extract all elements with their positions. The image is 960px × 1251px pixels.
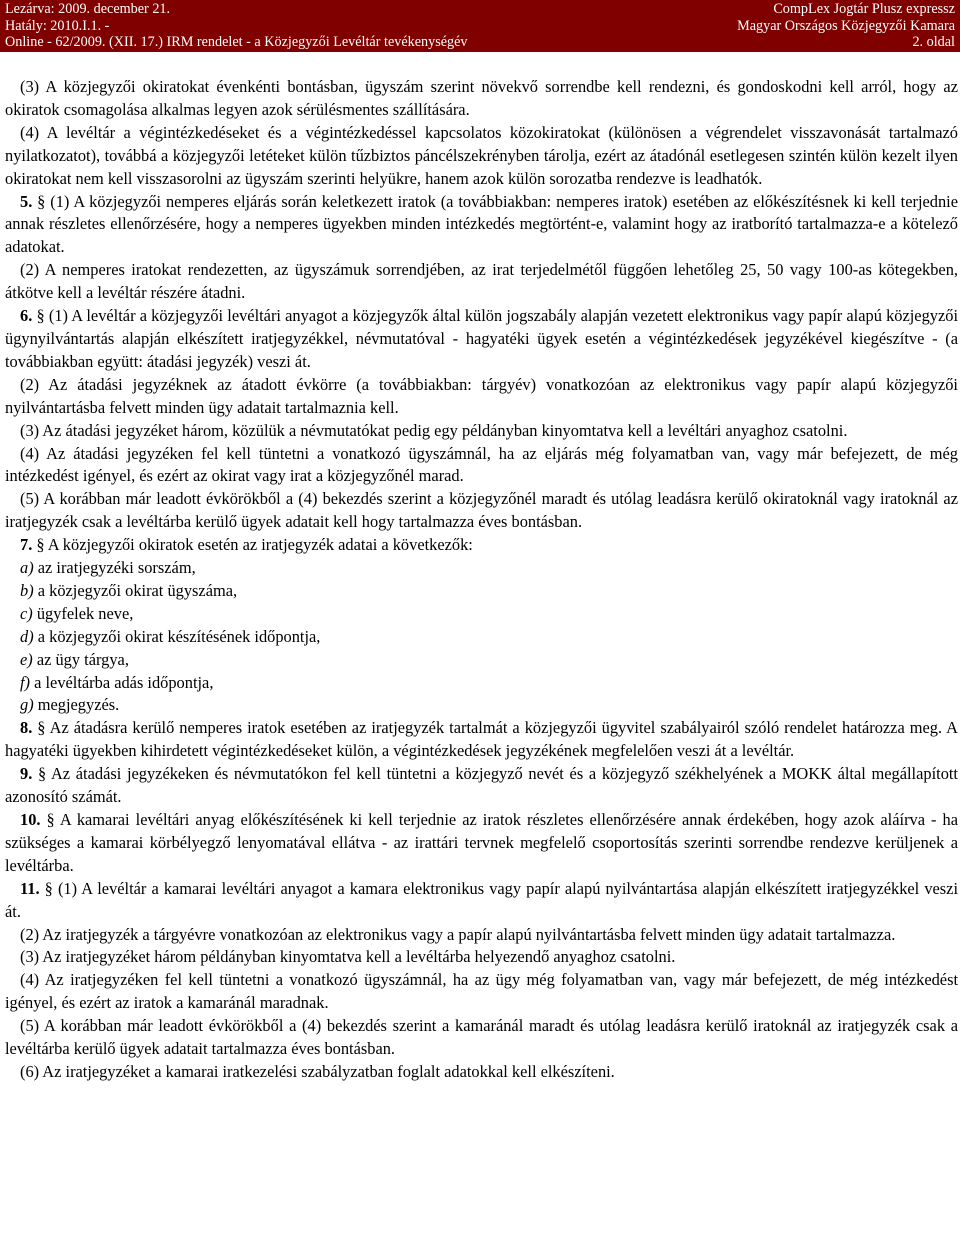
paragraph <box>5 946 958 969</box>
section-paragraph <box>5 763 958 809</box>
list-item <box>5 626 958 649</box>
section-paragraph <box>5 878 958 924</box>
list-item-marker: g) <box>20 695 34 715</box>
paragraph-text: (2) A nemperes iratokat rendezetten, az ügyszámuk sorrendjében, az irat terjedelmétől függően lehetőleg 25, 50 vagy 100-as kötegekben, átkötve kell a levéltár részére átadni. <box>5 260 958 303</box>
paragraph-text: (2) Az iratjegyzék a tárgyévre vonatkozóan az elektronikus vagy a papír alapú nyilvántartásba felvett minden ügy adatait tartalmazza. <box>20 924 896 944</box>
list-item <box>5 649 958 672</box>
paragraph-text: (5) A korábban már leadott évkörökből a (4) bekezdés szerint a kamaránál maradt és utólag leadásra kerülő iratoknál az iratjegyzék csak a levéltárba kerülő ügyek adatait tartalmazza éves bontásban. <box>5 1016 958 1059</box>
page-header <box>0 0 960 52</box>
paragraph-text: az iratjegyzéki sorszám, <box>33 558 196 578</box>
paragraph-text: § Az átadásra kerülő nemperes iratok esetében az iratjegyzék tartalmát a közjegyzői ügyvitel szabályairól szóló rendelet határozza meg. A hagyatéki ügyekben kihirdetett végintézkedéseket külön, a végintézkedések jegyzékének megfelelően veszi át a levéltár. <box>5 718 958 761</box>
paragraph-text: § Az átadási jegyzékeken és névmutatókon fel kell tüntetni a közjegyző nevét és a közjegyző székhelyének a MOKK által megállapított azonosító számát. <box>5 764 958 807</box>
section-paragraph <box>5 305 958 374</box>
list-item <box>5 557 958 580</box>
list-item-marker: e) <box>20 649 33 669</box>
header-closed-date: Lezárva: 2009. december 21. <box>5 1 171 17</box>
header-effective-date: Hatály: 2010.I.1. - <box>5 17 110 34</box>
paragraph-text: (4) Az iratjegyzéken fel kell tüntetni a vonatkozó ügyszámnál, ha az ügy még folyamatban van, vagy már befejezett, de még intézkedést igényel, és ezért az iratok a kamaránál maradnak. <box>5 970 958 1013</box>
paragraph <box>5 969 958 1015</box>
section-paragraph <box>5 534 958 557</box>
document-body <box>5 76 958 1084</box>
section-number: 6. <box>20 306 33 326</box>
header-page-number: 2. oldal <box>912 34 955 50</box>
paragraph-text: § (1) A levéltár a közjegyzői levéltári anyagot a közjegyzők által külön jogszabály alapján vezetett elektronikus vagy papír alapú közjegyzői ügynyilvántartás alapján elkészített iratjegyzékkel, névmutatóval - hagyatéki ügyek esetén a végintézkedések jegyzékével kiegészítve - (a továbbiakban együtt: átadási jegyzék) veszi át. <box>5 306 958 371</box>
section-number: 11. <box>20 878 40 898</box>
section-paragraph <box>5 191 958 260</box>
paragraph-text: (5) A korábban már leadott évkörökből a (4) bekezdés szerint a közjegyzőnél maradt és utólag leadásra kerülő okiratoknál vagy iratoknál az iratjegyzék csak a levéltárba kerülő ügyek adatait kell hogy tartalmazza éves bontásban. <box>5 489 958 532</box>
list-item <box>5 694 958 717</box>
section-number: 5. <box>20 191 33 211</box>
list-item <box>5 672 958 695</box>
paragraph-text: a közjegyzői okirat készítésének időpontja, <box>33 626 321 646</box>
paragraph-text: (4) A levéltár a végintézkedéseket és a végintézkedéssel kapcsolatos közokiratokat (különösen a végrendelet visszavonását tartalmazó nyilatkozatot), továbbá a közjegyzői letéteket külön tűzbiztos páncélszekrényben tárolja, ezért az átadónál esetlegesen szintén külön kezelt ilyen okiratokat nem kell visszasorolni az ügyszám szerinti helyükre, hanem azok külön sorozatba rendezve is leadhatók. <box>5 122 958 188</box>
header-left <box>5 1 468 51</box>
list-item <box>5 603 958 626</box>
paragraph <box>5 420 958 443</box>
section-number: 9. <box>20 764 33 784</box>
list-item-marker: a) <box>20 558 34 578</box>
paragraph <box>5 76 958 122</box>
header-publisher: Magyar Országos Közjegyzői Kamara <box>737 17 955 34</box>
paragraph <box>5 443 958 489</box>
header-right <box>737 1 955 51</box>
paragraph <box>5 488 958 534</box>
list-item-marker: d) <box>20 626 34 646</box>
paragraph-text: (3) Az átadási jegyzéket három, közülük a névmutatókat pedig egy példányban kinyomtatva kell a levéltári anyaghoz csatolni. <box>20 420 848 440</box>
list-item-marker: b) <box>20 580 34 600</box>
paragraph <box>5 374 958 420</box>
paragraph-text: (4) Az átadási jegyzéken fel kell tüntetni a vonatkozó ügyszámnál, ha az eljárás még folyamatban van, vagy már befejezett, de még intézkedést igényel, és ezért az okirat vagy irat a közjegyzőnél marad. <box>5 443 958 486</box>
list-item-marker: f) <box>20 672 31 692</box>
list-item-marker: c) <box>20 603 33 623</box>
paragraph-text: (3) Az iratjegyzéket három példányban kinyomtatva kell a levéltárba helyezendő anyaghoz csatolni. <box>20 947 676 967</box>
paragraph-text: a levéltárba adás időpontja, <box>30 672 214 692</box>
list-item <box>5 580 958 603</box>
paragraph-text: (2) Az átadási jegyzéknek az átadott évkörre (a továbbiakban: tárgyév) vonatkozóan az elektronikus vagy papír alapú közjegyzői nyilvántartásba felvett minden ügy adatait tartalmaznia kell. <box>5 374 958 417</box>
header-document-title: Online - 62/2009. (XII. 17.) IRM rendelet - a Közjegyzői Levéltár tevékenységév <box>5 34 468 50</box>
paragraph-text: § A kamarai levéltári anyag előkészítésének ki kell terjednie az iratok részletes ellenőrzésére annak érdekében, hogy azok aláírva - ha szükséges a kamarai körbélyegző lenyomatával ellátva - az irattári tervnek megfelelő csoportosítás szerinti sorrendbe rendezve kerüljenek a levéltárba. <box>5 810 958 875</box>
paragraph <box>5 122 958 191</box>
paragraph-text: (6) Az iratjegyzéket a kamarai iratkezelési szabályzatban foglalt adatokkal kell elkészíteni. <box>20 1061 615 1081</box>
section-number: 10. <box>20 810 41 829</box>
section-paragraph <box>5 717 958 763</box>
paragraph-text: az ügy tárgya, <box>32 649 129 669</box>
header-product-name: CompLex Jogtár Plusz expressz <box>773 1 955 17</box>
paragraph-text: § A közjegyzői okiratok esetén az iratjegyzék adatai a következők: <box>32 535 473 555</box>
paragraph-text: a közjegyzői okirat ügyszáma, <box>33 580 238 600</box>
paragraph-text: megjegyzés. <box>33 695 120 715</box>
paragraph <box>5 259 958 305</box>
paragraph-text: § (1) A levéltár a kamarai levéltári anyagot a kamara elektronikus vagy papír alapú nyilvántartása alapján elkészített iratjegyzékkel veszi át. <box>5 878 958 921</box>
paragraph-text: § (1) A közjegyzői nemperes eljárás során keletkezett iratok (a továbbiakban: nemperes iratok) esetében az előkészítésnek ki kell terjednie annak részletes ellenőrzésére, hogy a nemperes ügyekben minden intézkedés megtörtént-e, valamint hogy az iratborító tartalmazza-e a kötelező adatokat. <box>5 191 958 257</box>
paragraph <box>5 1015 958 1061</box>
section-paragraph <box>5 809 958 878</box>
paragraph-text: ügyfelek neve, <box>32 603 134 623</box>
paragraph <box>5 1061 958 1084</box>
section-number: 8. <box>20 718 33 738</box>
section-number: 7. <box>20 535 33 555</box>
paragraph <box>5 924 958 947</box>
paragraph-text: (3) A közjegyzői okiratokat évenkénti bontásban, ügyszám szerint növekvő sorrendbe kell rendezni, és gondoskodni kell arról, hogy az okiratok csomagolása alkalmas legyen azok sérülésmentes szállítására. <box>5 77 958 119</box>
